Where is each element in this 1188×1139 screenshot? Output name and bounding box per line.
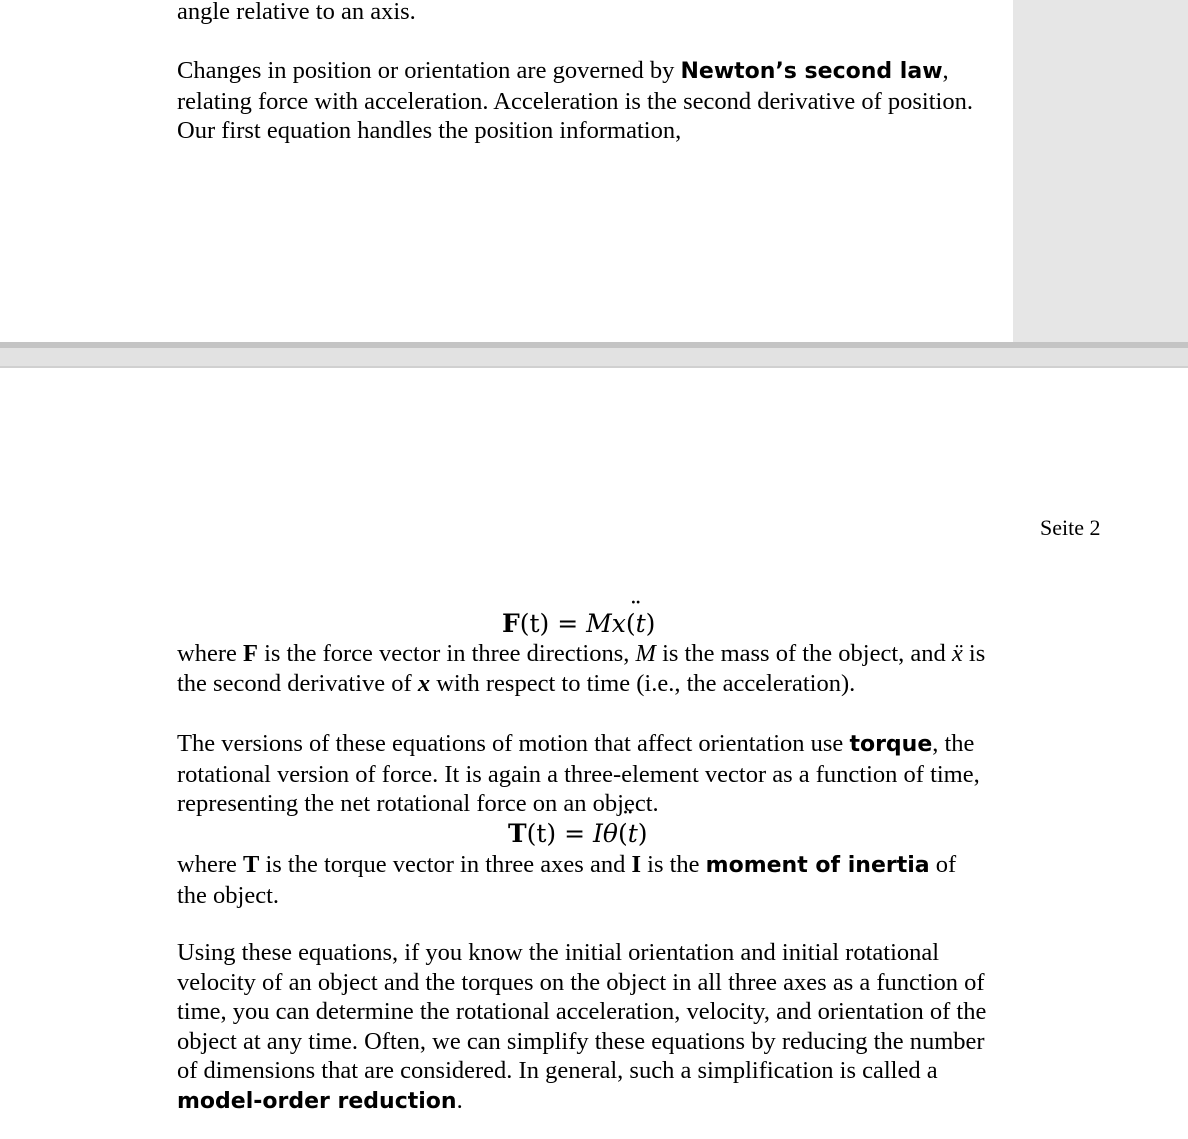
equation-paren-open: (: [617, 819, 628, 848]
bold-term-torque: torque: [849, 732, 933, 757]
equation-paren-close: ): [645, 609, 656, 638]
second-derivative-dots: [618, 819, 638, 849]
equation-force: [502, 609, 655, 639]
equation-paren-open: (: [625, 609, 636, 638]
page-1-bottom: [0, 0, 1013, 342]
bold-symbol-f: F: [242, 640, 258, 667]
equation-equals: =: [549, 609, 587, 638]
bold-term-moment-of-inertia: moment of inertia: [705, 853, 930, 878]
italic-symbol-xddot: ẍ: [951, 640, 963, 667]
equation-var: t: [635, 609, 646, 638]
equation-rhs-coef: Iθ: [593, 819, 618, 848]
bold-term-model-order-reduction: model-order reduction: [177, 1088, 457, 1114]
bold-italic-symbol-x: x: [417, 669, 431, 697]
paragraph-text: of the object.: [177, 851, 957, 909]
equation-equals: =: [556, 819, 594, 848]
equation-var: t: [627, 819, 638, 848]
right-gutter: [1013, 0, 1188, 342]
paragraph-newton-law: [177, 56, 987, 146]
page-break-shadow: [0, 342, 1188, 348]
equation-paren-close: ): [637, 819, 648, 848]
paragraph-text: , relating force with acceleration. Acceleration is the second derivative of position. Our first equation handles the position information,: [177, 57, 973, 145]
paragraph-text: , the rotational version of force. It is again a three-element vector as a function of time, representing the net rotational force on an object.: [177, 730, 980, 818]
bold-symbol-i: I: [631, 851, 642, 878]
paragraph-text: Using these equations, if you know the initial orientation and initial rotational velocity of an object and the torques on the object in all three axes as a function of time, you can determine the rotational acceleration, velocity, and orientation of the object at any time. Often, we can simplify these equations by reducing the number of dimensions that are considered. In general, such a simplification is called a: [177, 939, 987, 1085]
paragraph-text: with respect to time (i.e., the acceleration).: [430, 669, 856, 697]
equation-symbol-force: F: [502, 609, 520, 638]
equation-rhs-coef: Mx: [586, 609, 626, 638]
bold-symbol-t: T: [242, 851, 260, 878]
paragraph-text: is the second derivative of: [177, 640, 986, 697]
paragraph-text: is the mass of the object, and: [655, 640, 952, 667]
equation-arg: (t): [526, 819, 557, 848]
paragraph-text: .: [456, 1086, 463, 1114]
paragraph-text: is the torque vector in three axes and: [259, 851, 632, 878]
equation-arg: (t): [519, 609, 550, 638]
paragraph-text: Changes in position or orientation are governed by: [177, 57, 681, 84]
paragraph-force-definition: [177, 639, 987, 698]
partial-line: [177, 0, 987, 27]
partial-line-text: angle relative to an axis.: [177, 0, 416, 25]
paragraph-model-order-reduction: [177, 938, 987, 1117]
second-derivative-dots: [626, 609, 646, 639]
paragraph-text: where: [177, 851, 243, 878]
bold-term-newton: Newton’s second law: [680, 59, 943, 84]
italic-symbol-m: M: [635, 640, 656, 667]
paragraph-torque-definition: [177, 850, 987, 910]
paragraph-text: The versions of these equations of motion that affect orientation use: [177, 730, 850, 757]
page-number: Seite 2: [1040, 515, 1101, 540]
paragraph-text: where: [177, 640, 243, 667]
paragraph-text: is the: [641, 851, 706, 878]
paragraph-text: is the force vector in three directions,: [257, 640, 636, 667]
equation-symbol-torque: T: [508, 819, 527, 848]
equation-torque: [508, 819, 648, 849]
paragraph-torque: [177, 729, 987, 819]
